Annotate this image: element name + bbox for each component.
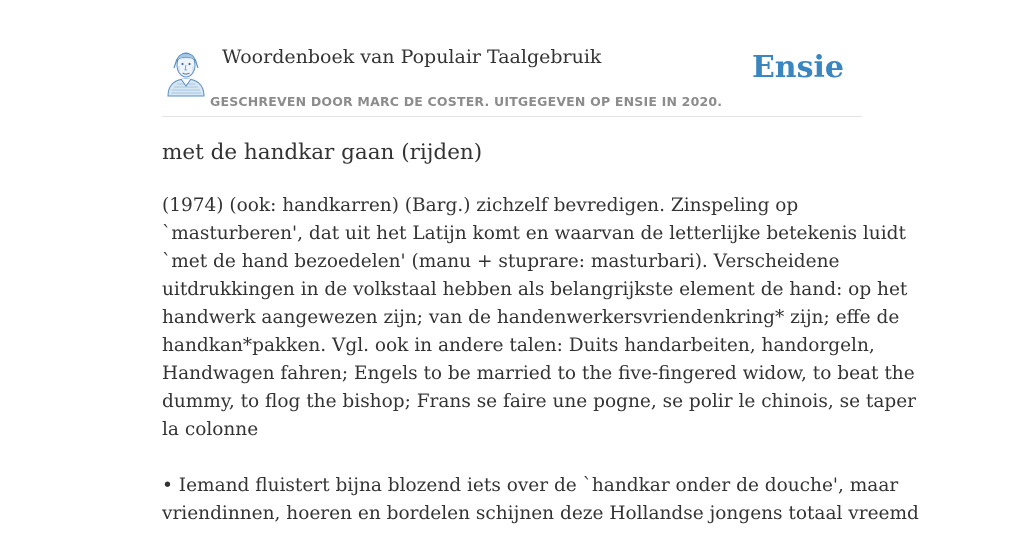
example-line: vriendinnen, hoeren en bordelen schijnen deze Hollandse jongens totaal vreemd	[162, 503, 919, 524]
site-header	[162, 40, 862, 117]
definition-paragraph	[162, 192, 917, 444]
definition-line: dummy, to flog the bishop; Frans se faire une pogne, se polir le chinois, se taper	[162, 391, 917, 412]
ensie-logo[interactable]: Ensie	[751, 50, 844, 85]
definition-line: `met de hand bezoedelen' (manu + stuprare: masturbari). Verscheidene	[162, 251, 840, 272]
entry-definition	[162, 192, 919, 556]
author-portrait-icon[interactable]	[164, 46, 208, 96]
definition-line: handwerk aangewezen zijn; van de handenwerkersvriendenkring* zijn; effe de	[162, 307, 900, 328]
definition-line: handkan*pakken. Vgl. ook in andere talen: Duits handarbeiten, handorgeln,	[162, 335, 875, 356]
definition-line: (1974) (ook: handkarren) (Barg.) zichzelf bevredigen. Zinspeling op	[162, 195, 799, 216]
example-line: • Iemand fluistert bijna blozend iets over de `handkar onder de douche', maar	[162, 475, 899, 496]
entry-term: met de handkar gaan (rijden)	[162, 140, 483, 165]
definition-line: `masturberen', dat uit het Latijn komt en waarvan de letterlijke betekenis luidt	[162, 223, 906, 244]
definition-line: la colonne	[162, 419, 259, 440]
author-byline: GESCHREVEN DOOR MARC DE COSTER. UITGEGEVEN OP ENSIE IN 2020.	[210, 94, 723, 109]
definition-line: uitdrukkingen in de volkstaal hebben als belangrijkste element de hand: op het	[162, 279, 908, 300]
book-title[interactable]: Woordenboek van Populair Taalgebruik	[222, 46, 602, 68]
example-paragraph	[162, 472, 919, 528]
definition-line: Handwagen fahren; Engels to be married to the five-fingered widow, to beat the	[162, 363, 915, 384]
